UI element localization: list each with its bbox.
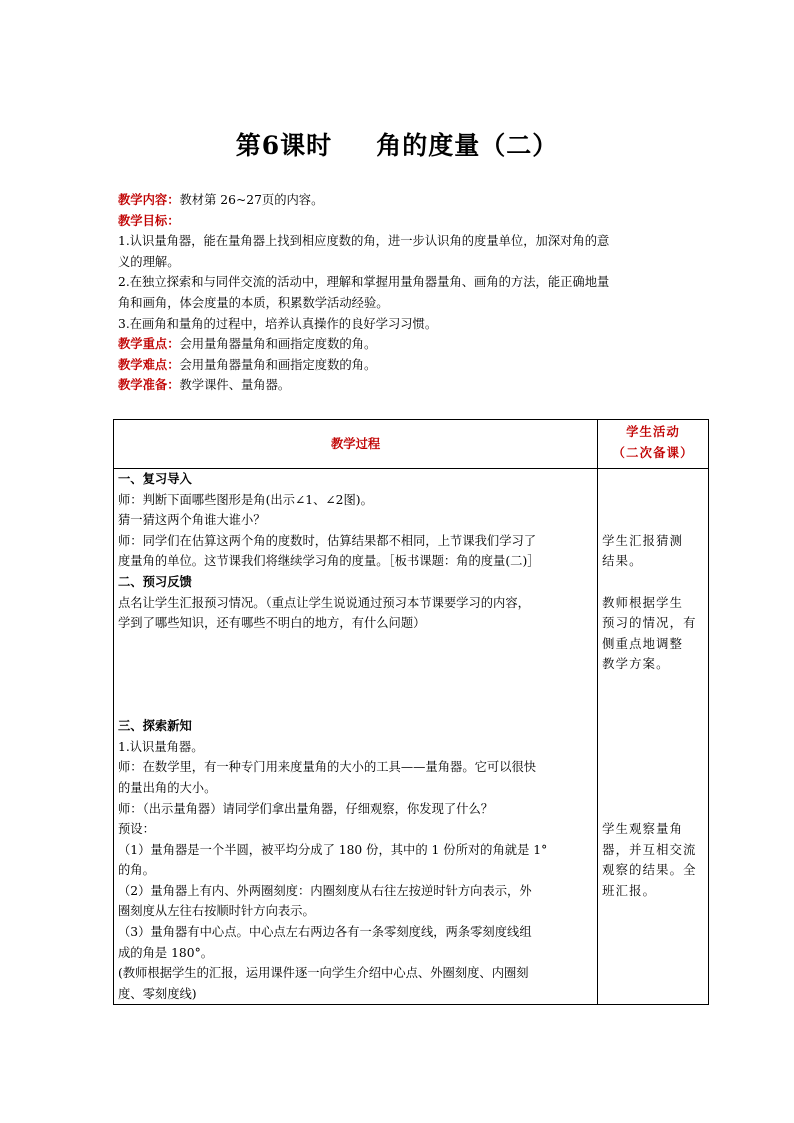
- activity-line: 学生观察量角: [602, 822, 684, 837]
- goal-line: 1.认识量角器，能在量角器上找到相应度数的角，进一步认识角的度量单位，加深对角的意: [118, 234, 610, 249]
- goal-line: 角和画角，体会度量的本质，积累数学活动经验。: [118, 295, 389, 310]
- process-line: 师：在数学里，有一种专门用来度量角的大小的工具——量角器。它可以很快: [118, 760, 537, 775]
- activity-line: 器，并互相交流: [602, 842, 697, 857]
- goal-line: 义的理解。: [118, 254, 180, 269]
- table-body-row: [114, 469, 709, 1005]
- process-cell: [114, 469, 598, 1005]
- preparation-text: 教学课件、量角器。: [179, 378, 291, 393]
- process-line: 的角。: [118, 863, 155, 878]
- title-lesson-number: 第6课时: [235, 131, 333, 160]
- process-line: 师：（出示量角器）请同学们拿出量角器，仔细观察，你发现了什么？: [118, 801, 494, 816]
- preparation-row: [118, 375, 678, 396]
- process-line: 的量出角的大小。: [118, 780, 217, 795]
- key-point-label: 教学重点：: [118, 336, 180, 352]
- title-topic: 角的度量（二）: [376, 131, 559, 160]
- difficulty-row: [118, 355, 678, 376]
- section-heading: 一、复习导入: [118, 471, 192, 486]
- preparation-label: 教学准备：: [118, 377, 180, 393]
- process-line: 度量角的单位。这节课我们将继续学习角的度量。［板书课题：角的度量(二)］: [118, 554, 540, 569]
- activity-line: 教师根据学生: [602, 595, 684, 610]
- goal-line: 2.在独立探索和与同伴交流的活动中，理解和掌握用量角器量角、画角的方法，能正确地量: [118, 275, 610, 290]
- goal-line: 3.在画角和量角的过程中，培养认真操作的良好学习习惯。: [118, 316, 438, 331]
- process-line: 师：同学们在估算这两个角的度数时，估算结果都不相同，上节课我们学习了: [118, 533, 537, 548]
- section-heading: 三、探索新知: [118, 718, 192, 734]
- table-header-row: [114, 420, 709, 469]
- activity-line: 结果。: [602, 554, 643, 569]
- process-line: （3）量角器有中心点。中心点左右两边各有一条零刻度线，两条零刻度线组: [118, 925, 532, 940]
- teaching-goals-label: 教学目标：: [118, 212, 180, 228]
- process-line: （1）量角器是一个半圆，被平均分成了 180 份，其中的 1 份所对的角就是 1°: [118, 842, 548, 857]
- page-title: [0, 126, 794, 162]
- difficulty-text: 会用量角器量角和画指定度数的角。: [179, 357, 377, 372]
- teaching-content-row: [118, 190, 678, 211]
- header-activity-line2: （二次备课）: [612, 444, 694, 460]
- activity-cell: [598, 469, 709, 1005]
- teaching-goals-row: [118, 211, 678, 232]
- activity-line: 教学方案。: [602, 657, 670, 672]
- header-activity-line1: 学生活动: [626, 424, 681, 439]
- section-heading: 二、预习反馈: [118, 573, 192, 589]
- process-line: 点名让学生汇报预习情况。（重点让学生说说通过预习本节课要学习的内容，: [118, 595, 530, 610]
- activity-line: 班汇报。: [602, 883, 657, 898]
- process-line: 猜一猜这两个角谁大谁小？: [118, 513, 266, 528]
- difficulty-label: 教学难点：: [118, 356, 180, 372]
- process-line: 圈刻度从左往右按顺时针方向表示。: [118, 904, 315, 919]
- header-process: 教学过程: [114, 420, 598, 469]
- process-line: 成的角是 180°。: [118, 945, 214, 960]
- activity-line: 侧重点地调整: [602, 636, 684, 651]
- activity-line: 预习的情况，有: [602, 616, 697, 631]
- lesson-table: [113, 419, 709, 1005]
- header-activity: [598, 420, 709, 469]
- process-line: 预设：: [118, 822, 155, 837]
- process-line: 学到了哪些知识，还有哪些不明白的地方，有什么问题）: [118, 616, 426, 631]
- activity-line: 学生汇报猜测: [602, 533, 684, 548]
- teaching-content-text: 教材第 26~27页的内容。: [179, 193, 324, 207]
- process-line: 度、零刻度线): [118, 986, 197, 1001]
- process-line: （2）量角器上有内、外两圈刻度：内圈刻度从右往左按逆时针方向表示，外: [118, 883, 532, 898]
- key-point-row: [118, 334, 678, 355]
- lesson-intro: [118, 190, 678, 396]
- process-line: (教师根据学生的汇报，运用课件逐一向学生介绍中心点、外圈刻度、内圈刻: [118, 966, 529, 981]
- activity-line: 观察的结果。全: [602, 863, 697, 878]
- key-point-text: 会用量角器量角和画指定度数的角。: [179, 337, 377, 352]
- process-line: 师：判断下面哪些图形是角(出示∠1、∠2图)。: [118, 492, 373, 507]
- process-line: 1.认识量角器。: [118, 739, 204, 754]
- teaching-content-label: 教学内容：: [118, 192, 180, 207]
